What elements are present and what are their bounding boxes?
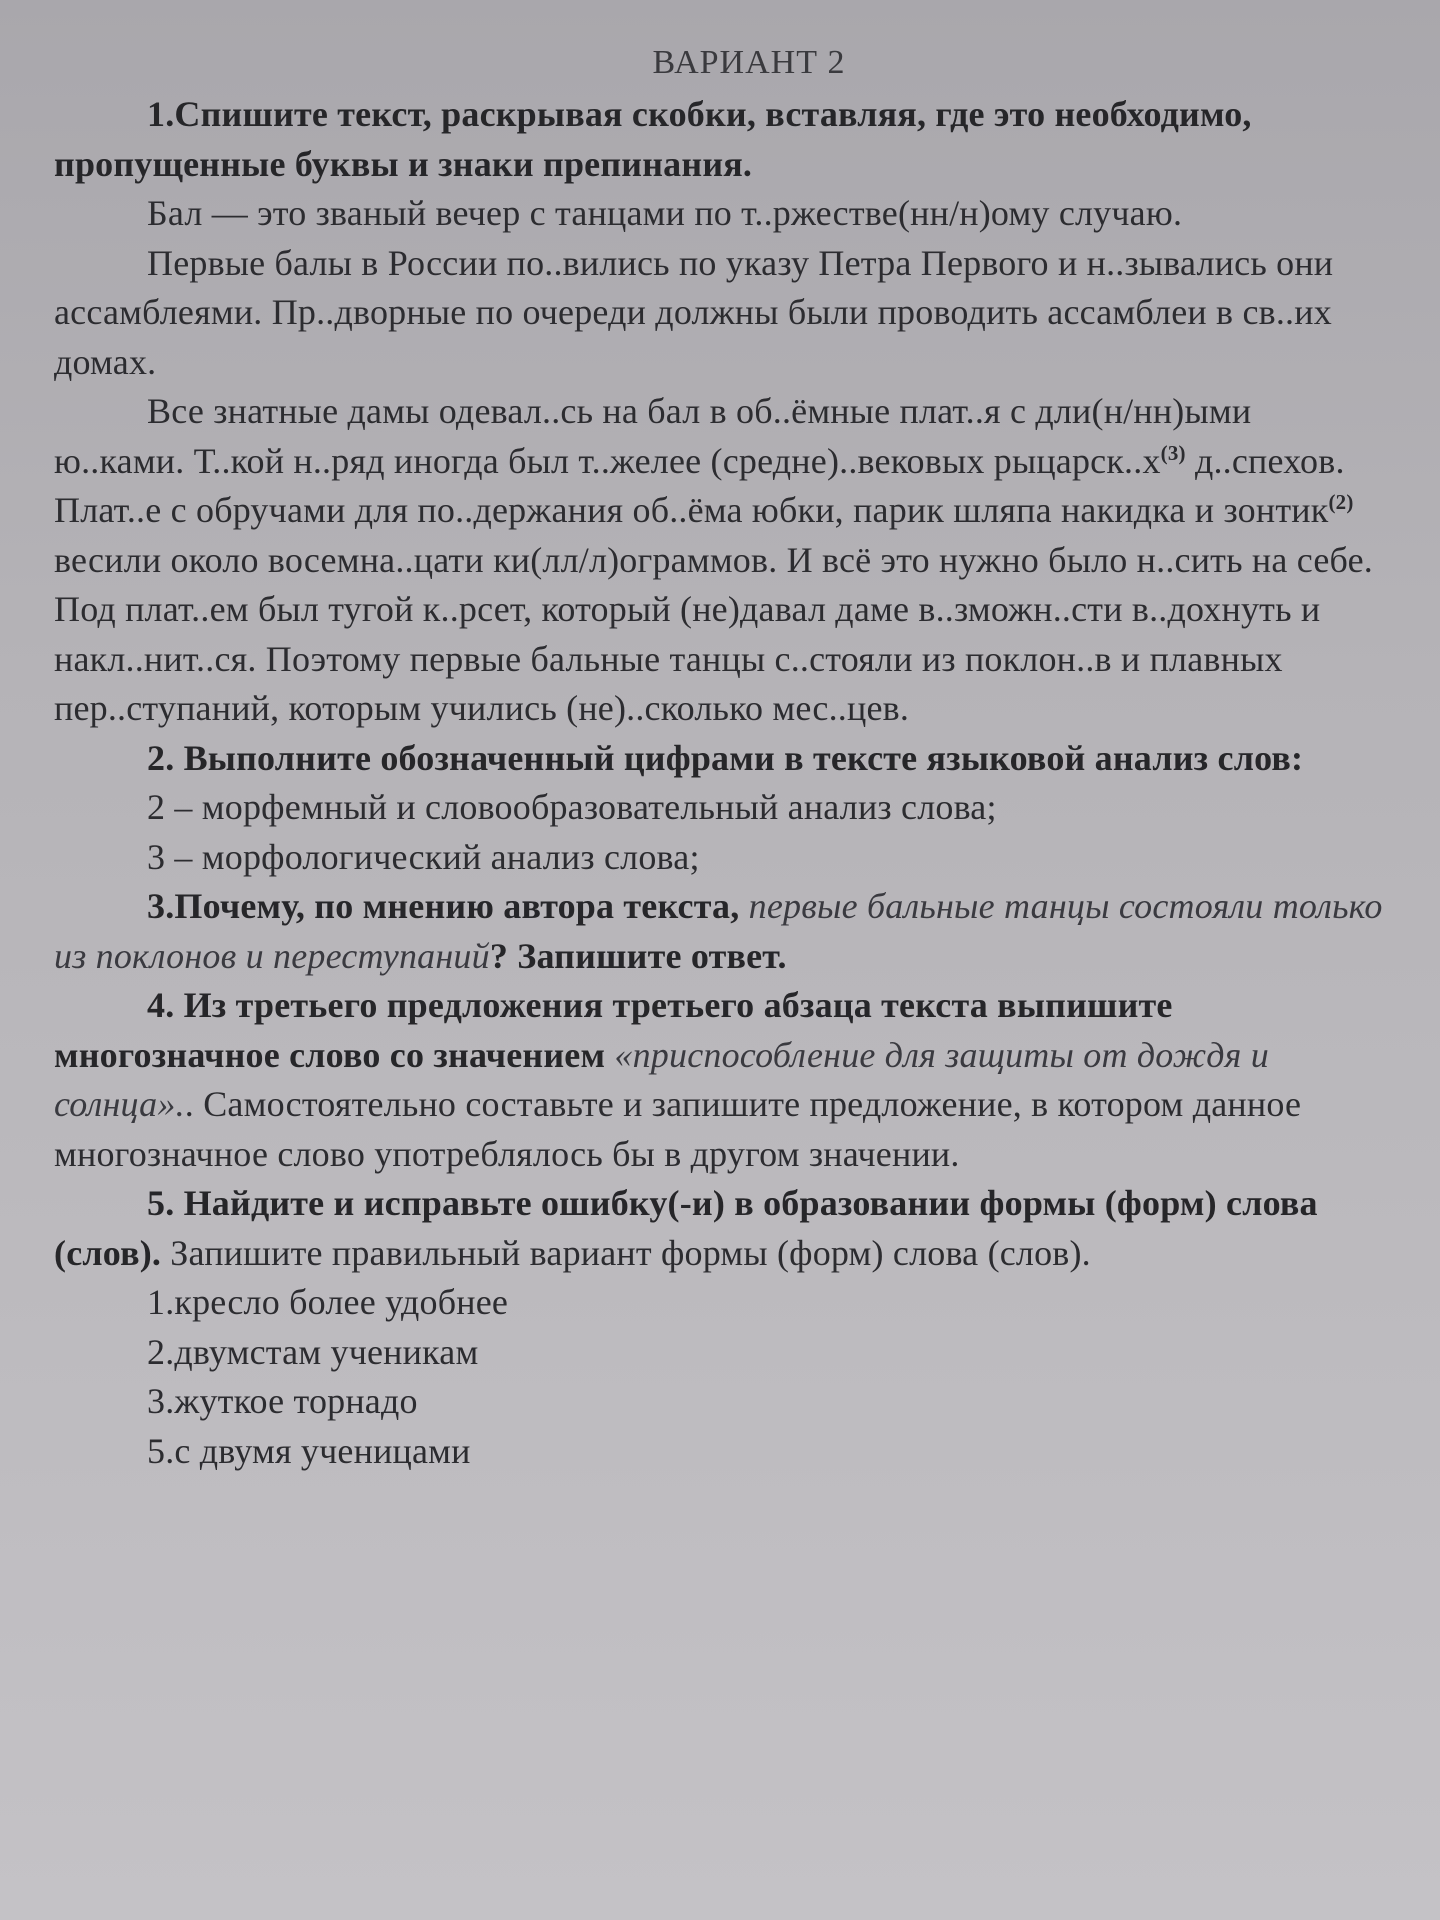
footnote-mark-2: (2) [1328,490,1354,514]
paragraph3-text-part2: д..спехов. Плат..е с обручами для по..держания об..ёма юбки, парик шляпа накидка и зонтик [54,440,1345,530]
task4-instruction: . Самостоятельно составьте и запишите предложение, в котором данное многозначное слово употреблялось бы в другом значении. [54,1084,1302,1174]
task1-paragraph-3 [54,387,1384,734]
task4-italic-meaning: «приспособление для защиты от дождя и солнца». [54,1034,1269,1124]
task5-item-2: 2.двумстам ученикам [147,1331,479,1372]
footnote-mark-3: (3) [1160,440,1186,465]
task4-question [54,981,1384,1179]
task5-item-3: 3.жуткое торнадо [147,1381,418,1421]
task5-item-5: 5.с двумя ученицами [147,1430,471,1471]
task3-bold-part1: 3.Почему, по мнению автора текста, [147,886,740,926]
task2-heading: 2. Выполните обозначенный цифрами в тексте языковой анализ слов: [147,737,1304,778]
task1-paragraph-2: Первые балы в России по..вились по указу Петра Первого и н..зывались они ассамблеями. Пр..дворные по очереди должны были проводить ассамблеи в св..их домах. [54,242,1334,382]
task3-italic-quote: первые бальные танцы состояли только из поклонов и переступаний [54,886,1383,976]
task1-paragraph-1: Бал — это званый вечер с танцами по т..ржестве(нн/н)ому случаю. [147,193,1183,233]
task1-heading: 1.Спишите текст, раскрывая скобки, вставляя, где это необходимо, пропущенные буквы и знаки препинания. [54,94,1252,184]
task3-question [54,882,1384,981]
task5-question [54,1179,1384,1278]
task5-item-1: 1.кресло более удобнее [147,1282,509,1322]
variant-title: ВАРИАНТ 2 [652,44,846,81]
task4-bold-part: 4. Из третьего предложения третьего абзаца текста выпишите многозначное слово со значением [54,985,1173,1075]
task3-bold-part2: ? Запишите ответ. [489,935,787,976]
paragraph3-text-part1: Все знатные дамы одевал..сь на бал в об..ёмные плат..я с дли(н/нн)ыми ю..ками. Т..кой н..ряд иногда был т..желее (средне)..вековых рыцарск..х [54,391,1252,481]
task5-instruction: Запишите правильный вариант формы (форм) слова (слов). [161,1232,1091,1273]
paragraph3-text-part3: весили около восемна..цати ки(лл/л)ограммов. И всё это нужно было н..сить на себе. Под плат..ем был тугой к..рсет, который (не)давал даме в..зможн..сти в..дохнуть и накл..нит..ся. Поэтому первые бальные танцы с..стояли из поклон..в и плавных пер..ступаний, которым учились (не)..сколько мес..цев. [54,539,1373,728]
task2-item-morphological: 3 – морфологический анализ слова; [147,836,700,877]
worksheet-page [54,40,1384,1476]
task5-bold-part: 5. Найдите и исправьте ошибку(-и) в образовании формы (форм) слова (слов). [54,1183,1318,1273]
task2-item-morphemic: 2 – морфемный и словообразовательный анализ слова; [147,787,997,827]
